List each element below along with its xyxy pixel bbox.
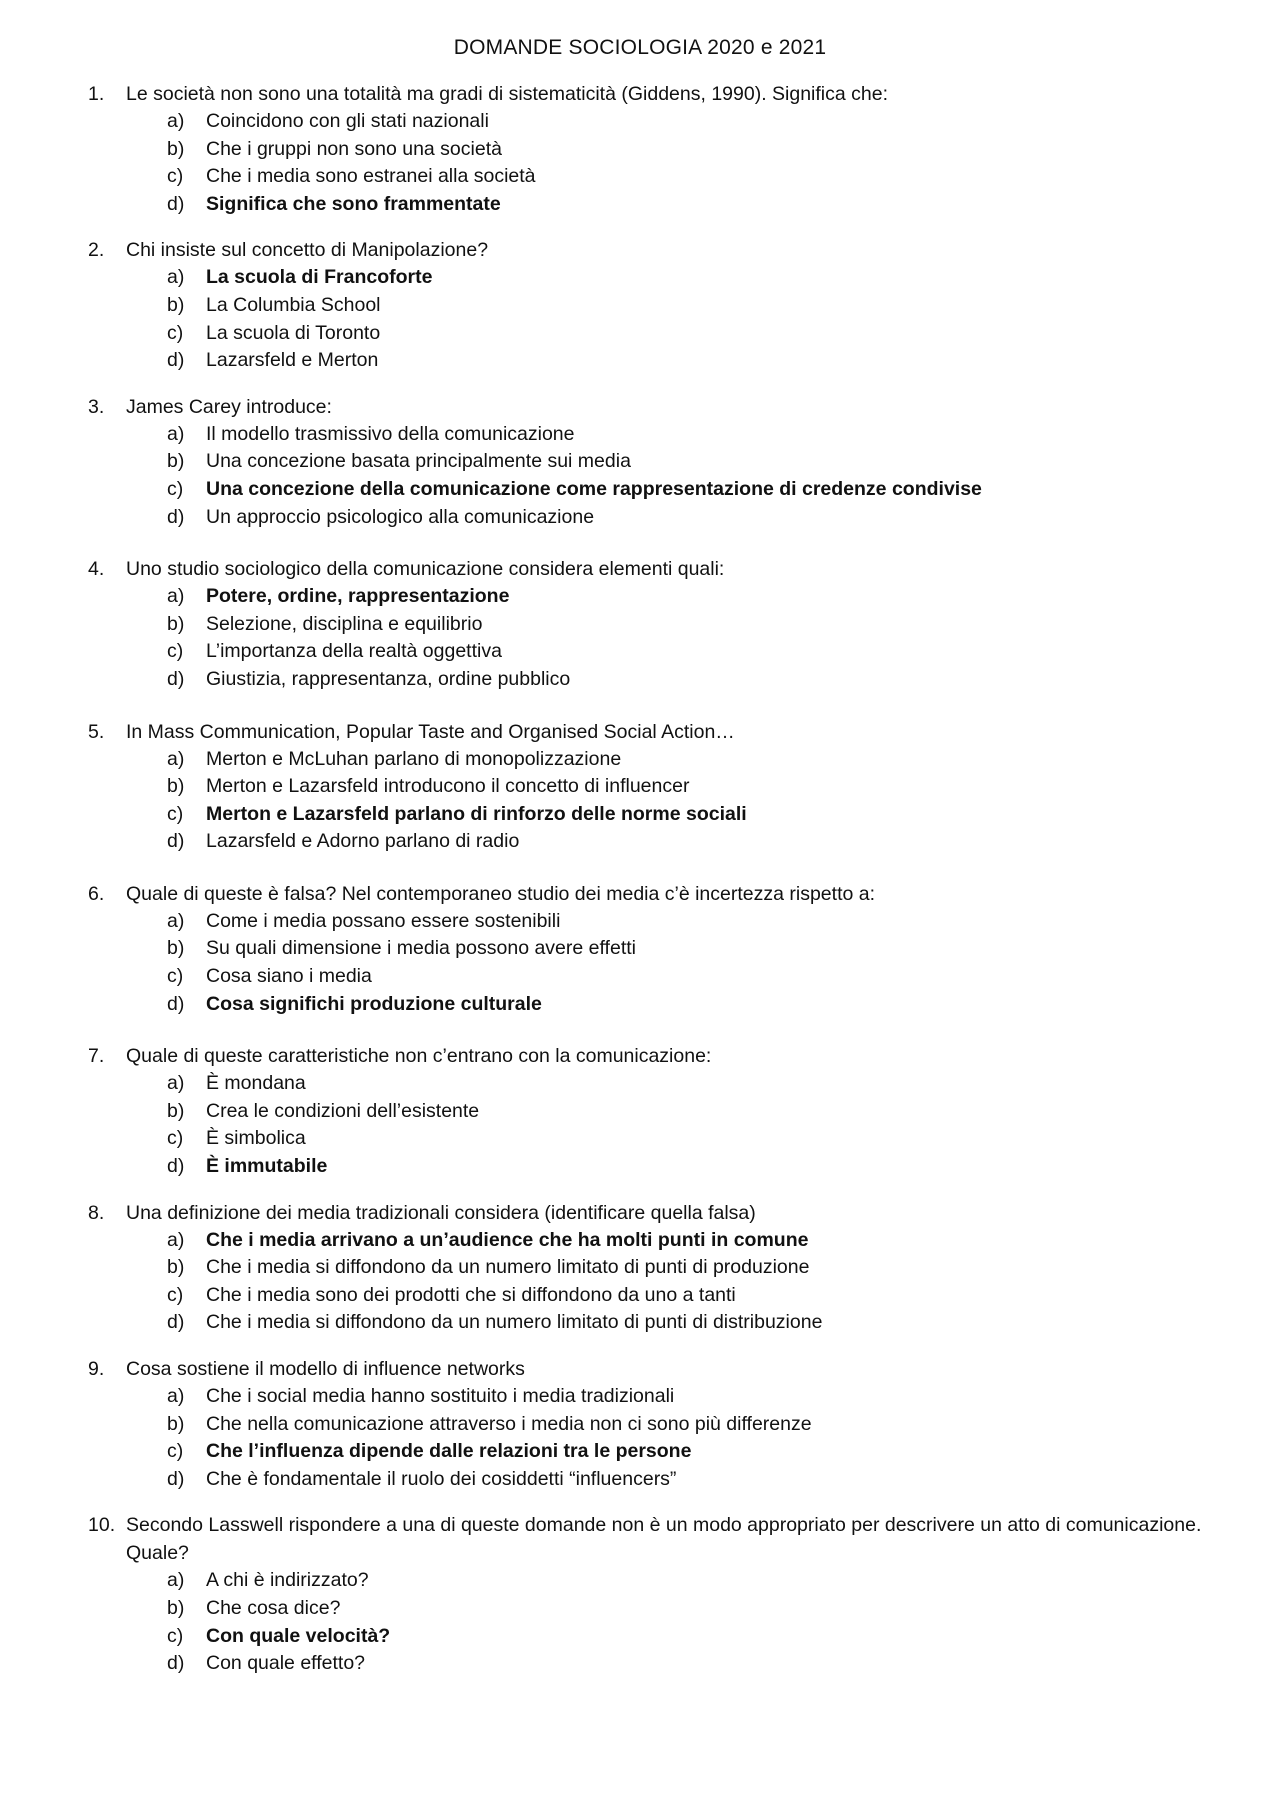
answer-option: [167, 1383, 1228, 1411]
option-letter: a): [167, 585, 185, 608]
question-item: [88, 555, 1228, 693]
answer-option: [167, 1070, 1228, 1098]
answer-option: [167, 828, 1228, 856]
question-item: [88, 1511, 1228, 1677]
option-text: È mondana: [206, 1072, 306, 1095]
option-letter: a): [167, 1072, 185, 1095]
option-letter: b): [167, 1412, 185, 1435]
option-text: Coincidono con gli stati nazionali: [206, 110, 489, 132]
answer-option: [167, 136, 1228, 164]
answer-option: [167, 1125, 1228, 1153]
question-number: 3.: [88, 395, 105, 418]
correct-answer-option: [167, 1153, 1228, 1181]
option-letter: b): [167, 1596, 185, 1619]
question-text: Quale di queste caratteristiche non c’entrano con la comunicazione:: [126, 1045, 712, 1068]
answer-option: [167, 638, 1228, 666]
option-letter: d): [167, 1652, 185, 1675]
question-text: Quale di queste è falsa? Nel contemporaneo studio dei media c’è incertezza rispetto a:: [126, 882, 876, 905]
option-list: [167, 583, 1228, 693]
question-number: 10.: [88, 1514, 116, 1537]
answer-option: [167, 1567, 1228, 1595]
option-letter: d): [167, 1467, 185, 1490]
option-list: [167, 1383, 1228, 1493]
option-letter: d): [167, 192, 185, 215]
option-text: Cosa siano i media: [206, 965, 372, 988]
option-text: Lazarsfeld e Merton: [206, 349, 379, 372]
option-text: L’importanza della realtà oggettiva: [206, 640, 502, 663]
option-text: Su quali dimensione i media possono avere effetti: [206, 937, 636, 960]
option-letter: c): [167, 1283, 184, 1306]
option-text: Che i media si diffondono da un numero limitato di punti di distribuzione: [206, 1311, 823, 1334]
question-text: Le società non sono una totalità ma gradi di sistematicità (Giddens, 1990). Significa che:: [126, 83, 889, 105]
option-text: Selezione, disciplina e equilibrio: [206, 612, 483, 635]
question-item: [88, 1355, 1228, 1493]
question-number: 8.: [88, 1201, 105, 1224]
option-letter: d): [167, 349, 185, 372]
option-text: Lazarsfeld e Adorno parlano di radio: [206, 830, 520, 853]
option-text: Che i media sono estranei alla società: [206, 165, 536, 188]
option-letter: d): [167, 1311, 185, 1334]
question-item: [88, 1199, 1228, 1337]
question-text: In Mass Communication, Popular Taste and Organised Social Action…: [126, 720, 735, 743]
option-text: È simbolica: [206, 1127, 306, 1150]
option-letter: d): [167, 1155, 185, 1178]
correct-answer-option: [167, 264, 1228, 292]
correct-answer-option: [167, 801, 1228, 829]
option-letter: c): [167, 1624, 184, 1647]
answer-option: [167, 108, 1228, 136]
option-letter: b): [167, 450, 185, 473]
answer-option: [167, 963, 1228, 991]
option-letter: c): [167, 477, 184, 500]
option-letter: a): [167, 1385, 185, 1407]
question-item: [88, 880, 1228, 1018]
answer-option: [167, 1595, 1228, 1623]
answer-option: [167, 1411, 1228, 1439]
option-text: Una concezione della comunicazione come rappresentazione di credenze condivise: [206, 477, 982, 500]
option-letter: c): [167, 802, 184, 825]
question-text: Uno studio sociologico della comunicazione considera elementi quali:: [126, 558, 725, 581]
option-text: Giustizia, rappresentanza, ordine pubblico: [206, 667, 571, 690]
question-list: [88, 80, 1228, 1696]
option-letter: c): [167, 165, 184, 188]
answer-option: [167, 320, 1228, 348]
answer-option: [167, 448, 1228, 476]
question-number: 5.: [88, 720, 105, 743]
option-text: Cosa significhi produzione culturale: [206, 992, 542, 1015]
correct-answer-option: [167, 583, 1228, 611]
answer-option: [167, 1650, 1228, 1678]
option-letter: a): [167, 909, 185, 932]
option-text: Merton e McLuhan parlano di monopolizzazione: [206, 747, 622, 770]
correct-answer-option: [167, 1227, 1228, 1255]
answer-option: [167, 1254, 1228, 1282]
option-letter: d): [167, 830, 185, 853]
option-letter: b): [167, 1099, 185, 1122]
option-text: La Columbia School: [206, 293, 381, 316]
question-number: 2.: [88, 239, 105, 262]
question-item: [88, 1042, 1228, 1180]
option-list: [167, 1070, 1228, 1180]
option-letter: c): [167, 1440, 184, 1463]
answer-option: [167, 746, 1228, 774]
option-list: [167, 1227, 1228, 1337]
option-text: Come i media possano essere sostenibili: [206, 909, 561, 932]
option-text: Che cosa dice?: [206, 1596, 341, 1619]
option-text: Che i media arrivano a un’audience che ha molti punti in comune: [206, 1228, 809, 1251]
question-number: 9.: [88, 1358, 105, 1380]
option-letter: c): [167, 640, 184, 663]
answer-option: [167, 1098, 1228, 1126]
question-item: [88, 236, 1228, 374]
document-title: DOMANDE SOCIOLOGIA 2020 e 2021: [453, 36, 827, 59]
correct-answer-option: [167, 1623, 1228, 1651]
option-text: Potere, ordine, rappresentazione: [206, 585, 510, 608]
answer-option: [167, 773, 1228, 801]
option-letter: a): [167, 266, 185, 289]
option-letter: b): [167, 775, 185, 798]
question-number: 7.: [88, 1045, 105, 1068]
answer-option: [167, 611, 1228, 639]
option-letter: a): [167, 422, 185, 445]
question-text: Una definizione dei media tradizionali considera (identificare quella falsa): [126, 1201, 756, 1224]
option-text: Un approccio psicologico alla comunicazione: [206, 505, 595, 528]
answer-option: [167, 1282, 1228, 1310]
option-text: È immutabile: [206, 1155, 328, 1178]
option-text: Il modello trasmissivo della comunicazione: [206, 422, 575, 445]
answer-option: [167, 908, 1228, 936]
option-letter: b): [167, 937, 185, 960]
option-letter: b): [167, 612, 185, 635]
option-letter: b): [167, 137, 185, 160]
question-number: 4.: [88, 558, 105, 581]
option-text: Con quale effetto?: [206, 1652, 366, 1675]
option-letter: b): [167, 1256, 185, 1279]
option-text: La scuola di Francoforte: [206, 266, 433, 289]
option-letter: a): [167, 1569, 185, 1592]
option-letter: b): [167, 293, 185, 316]
option-list: [167, 264, 1228, 374]
answer-option: [167, 292, 1228, 320]
option-text: Crea le condizioni dell’esistente: [206, 1099, 480, 1122]
option-list: [167, 421, 1228, 531]
answer-option: [167, 666, 1228, 694]
correct-answer-option: [167, 191, 1228, 219]
answer-option: [167, 504, 1228, 532]
question-text: Cosa sostiene il modello di influence networks: [126, 1358, 525, 1380]
option-text: Che è fondamentale il ruolo dei cosiddetti “influencers”: [206, 1467, 677, 1490]
option-letter: c): [167, 965, 184, 988]
option-text: Con quale velocità?: [206, 1624, 391, 1647]
option-list: [167, 746, 1228, 856]
option-text: Che l’influenza dipende dalle relazioni tra le persone: [206, 1440, 692, 1463]
option-text: Che i media si diffondono da un numero limitato di punti di produzione: [206, 1256, 810, 1279]
option-letter: d): [167, 505, 185, 528]
answer-option: [167, 935, 1228, 963]
option-letter: a): [167, 110, 185, 132]
question-item: [88, 80, 1228, 218]
option-list: [167, 908, 1228, 1018]
option-text: A chi è indirizzato?: [206, 1569, 369, 1592]
option-text: Merton e Lazarsfeld parlano di rinforzo delle norme sociali: [206, 802, 747, 825]
option-letter: c): [167, 321, 184, 344]
question-text: Secondo Lasswell rispondere a una di queste domande non è un modo appropriato per descrivere un atto di comunicazione. Quale?: [126, 1514, 1202, 1565]
option-text: Che i media sono dei prodotti che si diffondono da uno a tanti: [206, 1283, 736, 1306]
answer-option: [167, 347, 1228, 375]
answer-option: [167, 163, 1228, 191]
correct-answer-option: [167, 1438, 1228, 1466]
correct-answer-option: [167, 476, 1228, 504]
option-text: Che i gruppi non sono una società: [206, 137, 502, 160]
option-text: Merton e Lazarsfeld introducono il concetto di influencer: [206, 775, 690, 798]
option-letter: a): [167, 747, 185, 770]
option-text: Che nella comunicazione attraverso i media non ci sono più differenze: [206, 1412, 812, 1435]
option-letter: d): [167, 667, 185, 690]
option-letter: c): [167, 1127, 184, 1150]
question-text: Chi insiste sul concetto di Manipolazione?: [126, 239, 489, 262]
answer-option: [167, 421, 1228, 449]
option-text: La scuola di Toronto: [206, 321, 381, 344]
question-item: [88, 393, 1228, 531]
option-letter: a): [167, 1228, 185, 1251]
correct-answer-option: [167, 991, 1228, 1019]
question-text: James Carey introduce:: [126, 395, 332, 418]
option-text: Significa che sono frammentate: [206, 192, 501, 215]
option-list: [167, 108, 1228, 218]
answer-option: [167, 1466, 1228, 1494]
option-text: Che i social media hanno sostituito i media tradizionali: [206, 1385, 675, 1407]
option-list: [167, 1567, 1228, 1677]
question-number: 6.: [88, 882, 105, 905]
option-letter: d): [167, 992, 185, 1015]
question-item: [88, 718, 1228, 856]
answer-option: [167, 1309, 1228, 1337]
question-number: 1.: [88, 83, 105, 105]
option-text: Una concezione basata principalmente sui media: [206, 450, 631, 473]
